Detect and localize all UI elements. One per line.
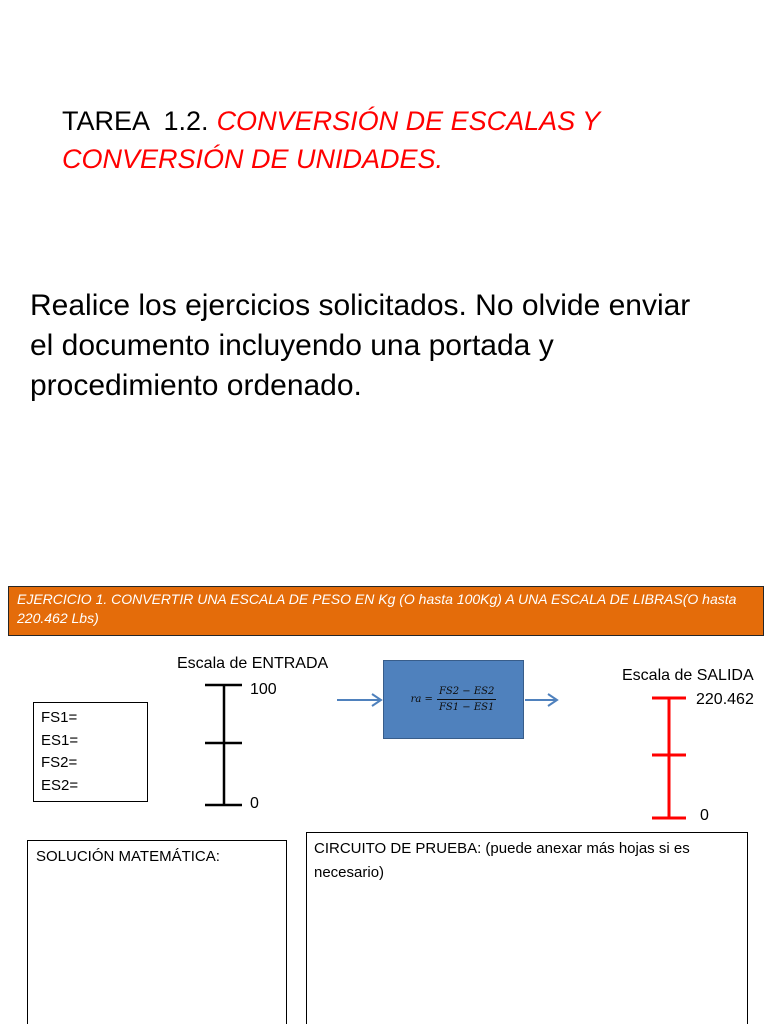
- variable-fs1: FS1=: [41, 709, 78, 726]
- formula-lhs: ra =: [410, 694, 433, 705]
- formula-denominator: FS1 − ES1: [438, 702, 495, 713]
- title-line-1: [62, 102, 600, 140]
- instructions-line: Realice los ejercicios solicitados. No olvide enviar: [30, 289, 691, 322]
- output-scale: [652, 698, 686, 818]
- variable-es1: ES1=: [41, 731, 79, 749]
- instructions-line: el documento incluyendo una portada y: [30, 329, 554, 362]
- instructions-paragraph: [30, 286, 690, 406]
- formula-fraction: [437, 686, 496, 713]
- input-scale-min-label: 0: [250, 795, 259, 812]
- circuit-box-label: CIRCUITO DE PRUEBA: (puede anexar más hojas si es necesario): [314, 840, 690, 881]
- input-scale: [205, 685, 242, 806]
- page-title: [62, 102, 600, 178]
- exercise-banner: [8, 586, 764, 636]
- solution-box: [27, 840, 287, 1024]
- conversion-process-box: [383, 660, 524, 739]
- title-highlight-line-2: CONVERSIÓN DE UNIDADES.: [62, 144, 444, 174]
- input-scale-label: Escala de ENTRADA: [177, 655, 329, 672]
- output-scale-max-label: 220.462: [696, 691, 754, 708]
- input-arrow-head: [372, 694, 381, 706]
- solution-box-label: SOLUCIÓN MATEMÁTICA:: [36, 848, 220, 865]
- title-line-2: [62, 140, 600, 178]
- instructions-line: procedimiento ordenado.: [30, 369, 362, 402]
- variable-es2: ES2=: [41, 776, 79, 794]
- banner-line: 220.462 Lbs): [17, 610, 99, 626]
- output-arrow-head: [548, 694, 557, 706]
- variables-box: [33, 702, 148, 802]
- input-arrow: [337, 694, 381, 706]
- output-scale-min-label: 0: [700, 807, 709, 824]
- formula-numerator: FS2 − ES2: [437, 686, 496, 700]
- title-prefix: TAREA 1.2.: [62, 106, 209, 136]
- output-scale-label: Escala de SALIDA: [622, 667, 754, 684]
- banner-line: EJERCICIO 1. CONVERTIR UNA ESCALA DE PESO EN Kg (O hasta 100Kg) A UNA ESCALA DE LIBRAS(O hasta: [17, 591, 737, 607]
- variable-fs2: FS2=: [41, 754, 78, 771]
- title-highlight-line-1: CONVERSIÓN DE ESCALAS Y: [216, 106, 601, 136]
- input-scale-max-label: 100: [250, 681, 277, 698]
- circuit-box: [306, 832, 748, 1024]
- output-arrow: [525, 694, 557, 706]
